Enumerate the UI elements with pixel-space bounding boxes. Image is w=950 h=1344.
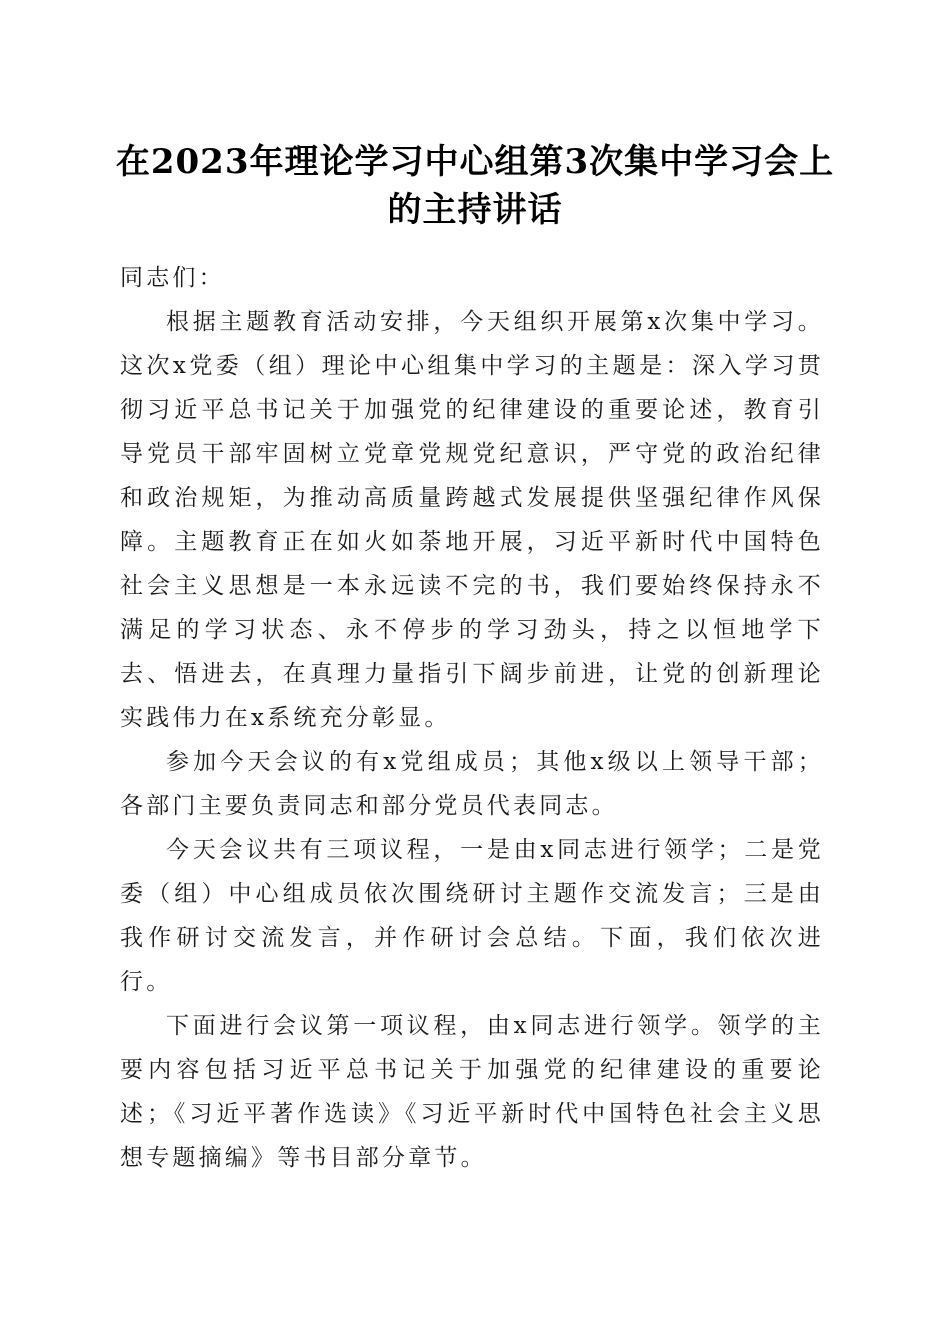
paragraph-opening: 根据主题教育活动安排，今天组织开展第x次集中学习。这次x党委（组）理论中心组集中学习的主题是：深入学习贯彻习近平总书记关于加强党的纪律建设的重要论述，教育引导党员干部牢固树立党章党规党纪意识，严守党的政治纪律和政治规矩，为推动高质量跨越式发展提供坚强纪律作风保障。主题教育正在如火如荼地开展，习近平新时代中国特色社会主义思想是一本永远读不完的书，我们要始终保持永不满足的学习状态、永不停步的学习劲头，持之以恒地学下去、悟进去，在真理力量指引下阔步前进，让党的创新理论实践伟力在x系统充分彰显。	[120, 309, 824, 731]
paragraph-attendees: 参加今天会议的有x党组成员；其他x级以上领导干部；各部门主要负责同志和部分党员代表同志。	[120, 749, 824, 819]
salutation: 同志们：	[120, 265, 225, 291]
document-body	[120, 256, 824, 1180]
paragraph-first-item: 下面进行会议第一项议程，由x同志进行领学。领学的主要内容包括习近平总书记关于加强党的纪律建设的重要论述；《习近平著作选读》《习近平新时代中国特色社会主义思想专题摘编》等书目部分章节。	[120, 1013, 824, 1171]
paragraph-agenda: 今天会议共有三项议程，一是由x同志进行领学；二是党委（组）中心组成员依次围绕研讨主题作交流发言；三是由我作研讨交流发言，并作研讨会总结。下面，我们依次进行。	[120, 837, 824, 995]
document-title: 在2023年理论学习中心组第3次集中学习会上的主持讲话	[115, 142, 835, 230]
